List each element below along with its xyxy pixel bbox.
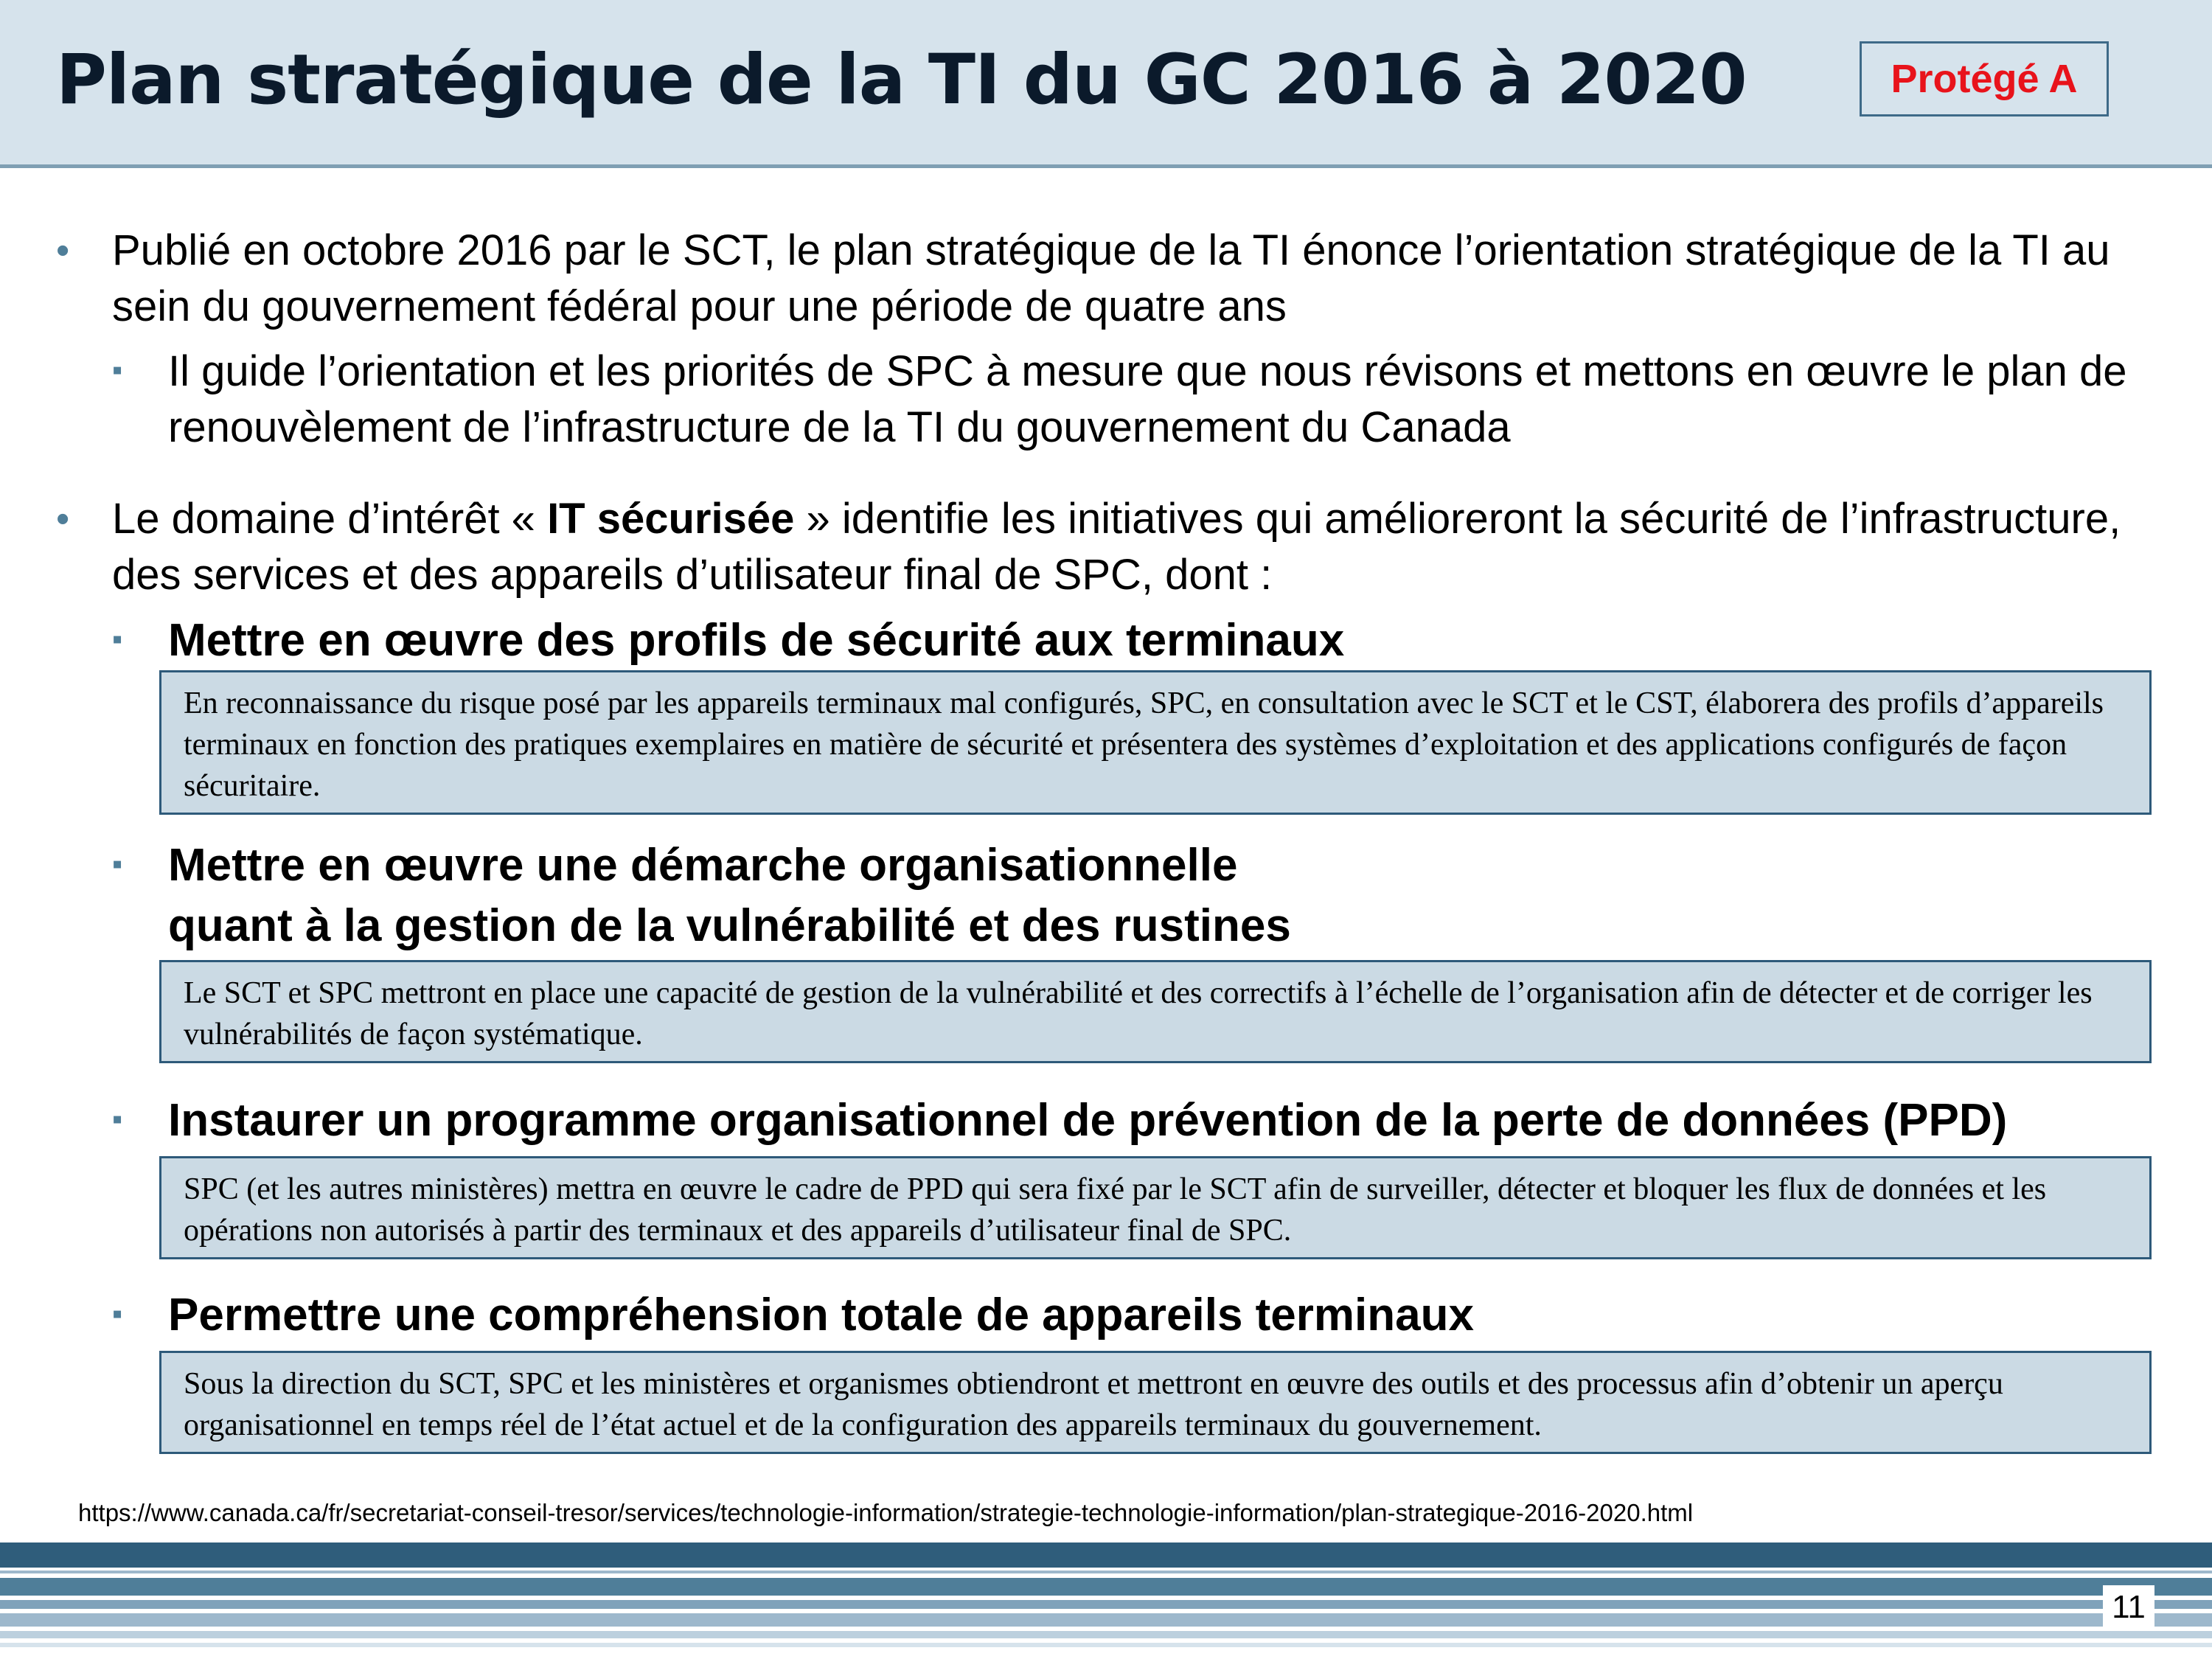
footer-stripe	[0, 1600, 2212, 1609]
sub-bullet-text: Il guide l’orientation et les priorités de SPC à mesure que nous révisons et mettons en œuvre le plan de renouvèlement de l’infrastructure de la TI du gouvernement du Canada	[168, 347, 2127, 451]
footer-stripe	[0, 1613, 2212, 1627]
bullet-text-bold: IT sécurisée	[547, 495, 795, 543]
bullet-text-post: » identifie les initiatives qui amélioreront la sécurité de l’infrastructure, des services et des appareils d’utilisateur final de SPC, dont :	[112, 495, 2121, 599]
sub-bullet-guide	[112, 344, 2159, 456]
square-bullet-icon: ▪	[112, 623, 123, 655]
page-number: 11	[2103, 1585, 2154, 1630]
footer-stripe	[0, 1643, 2212, 1647]
initiative-description-box: Sous la direction du SCT, SPC et les ministères et organismes obtiendront et mettront en œuvre des outils et des processus afin d’obtenir un aperçu organisationnel en temps réel de l’état actuel et de la configuration des appareils terminaux du gouvernement.	[159, 1351, 2152, 1454]
footer-stripe	[0, 1631, 2212, 1638]
initiative-description-box: Le SCT et SPC mettront en place une capacité de gestion de la vulnérabilité et des correctifs à l’échelle de l’organisation afin de détecter et de corriger les vulnérabilités de façon systématique.	[159, 960, 2152, 1063]
page-title: Plan stratégique de la TI du GC 2016 à 2020	[56, 40, 1747, 120]
initiative-heading-endpoint-profiles	[112, 611, 2159, 671]
initiative-heading-dlp	[112, 1091, 2174, 1151]
round-bullet-icon: •	[56, 498, 70, 540]
initiative-heading-line2: quant à la gestion de la vulnérabilité et des rustines	[168, 900, 1291, 951]
square-bullet-icon: ▪	[112, 354, 123, 386]
initiative-heading-text: Mettre en œuvre des profils de sécurité aux terminaux	[168, 615, 1345, 666]
initiative-heading-endpoint-visibility	[112, 1285, 2159, 1346]
square-bullet-icon: ▪	[112, 1103, 123, 1135]
bullet-text: Publié en octobre 2016 par le SCT, le plan stratégique de la TI énonce l’orientation stratégique de la TI au sein du gouvernement fédéral pour une période de quatre ans	[112, 226, 2110, 330]
source-link[interactable]: https://www.canada.ca/fr/secretariat-conseil-tresor/services/technologie-information/strategie-technologie-information/plan-strategique-2016-2020.html	[78, 1499, 1694, 1526]
bullet-text-pre: Le domaine d’intérêt «	[112, 495, 548, 543]
footer-stripe	[0, 1578, 2212, 1596]
square-bullet-icon: ▪	[112, 1298, 123, 1330]
square-bullet-icon: ▪	[112, 848, 123, 880]
initiative-heading-line1: Mettre en œuvre une démarche organisationnelle	[168, 840, 1238, 891]
footer-stripe	[0, 1543, 2212, 1568]
initiative-heading-text: Instaurer un programme organisationnel de prévention de la perte de données (PPD)	[168, 1095, 2008, 1146]
round-bullet-icon: •	[56, 229, 70, 272]
initiative-description-box: En reconnaissance du risque posé par les appareils terminaux mal configurés, SPC, en consultation avec le SCT et le CST, élaborera des profils d’appareils terminaux en fonction des pratiques exemplaires en matière de sécurité et présentera des systèmes d’exploitation et des applications configurés de façon sécuritaire.	[159, 670, 2152, 815]
initiative-heading-vulnerability	[112, 835, 2159, 956]
initiative-description-box: SPC (et les autres ministères) mettra en œuvre le cadre de PPD qui sera fixé par le SCT afin de surveiller, détecter et bloquer les flux de données et les opérations non autorisés à partir des terminaux et des appareils d’utilisateur final de SPC.	[159, 1156, 2152, 1259]
footer-stripe	[0, 1571, 2212, 1573]
bullet-published	[56, 223, 2177, 335]
bullet-domain	[56, 491, 2177, 603]
initiative-heading-text: Permettre une compréhension totale de appareils terminaux	[168, 1290, 1474, 1340]
slide-header	[0, 0, 2212, 168]
protection-badge: Protégé A	[1860, 41, 2109, 116]
